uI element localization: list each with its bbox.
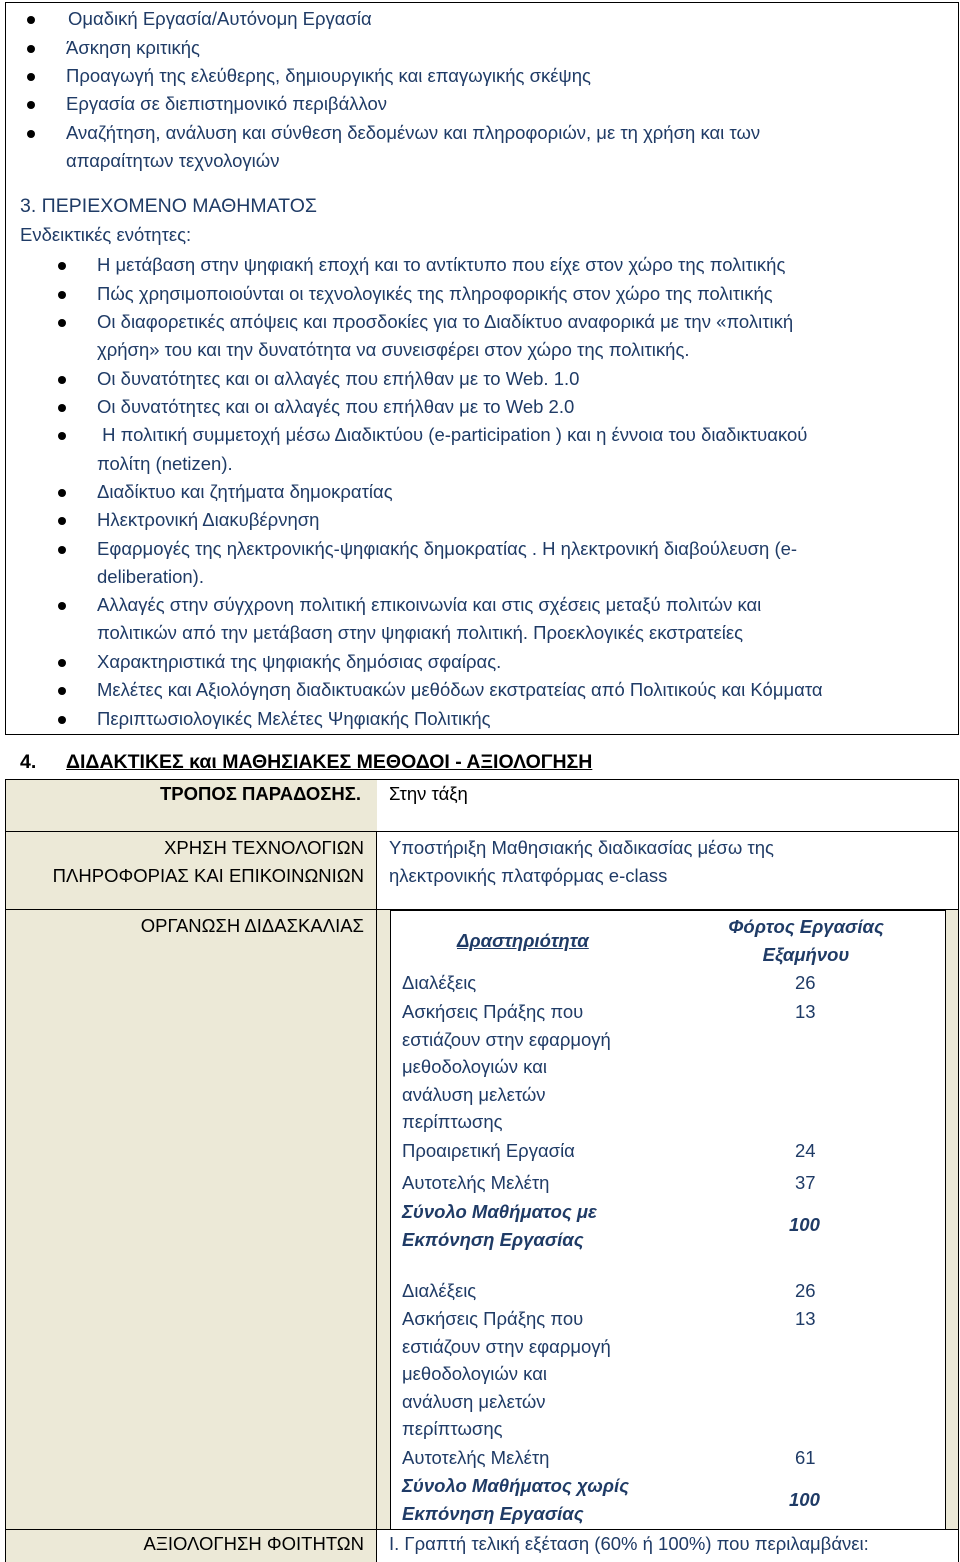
- competency-item-continued: απαραίτητων τεχνολογιών: [66, 150, 280, 171]
- workload-optional-project: 24: [795, 1140, 816, 1161]
- total-with-project-value: 100: [789, 1214, 820, 1235]
- topic-item: Χαρακτηριστικά της ψηφιακής δημόσιας σφαίρας.: [97, 651, 502, 672]
- delivery-label: ΤΡΟΠΟΣ ΠΑΡΑΔΟΣΗΣ.: [160, 783, 361, 804]
- bullet-icon: [58, 602, 66, 610]
- topic-item: Ηλεκτρονική Διακυβέρνηση: [97, 509, 320, 530]
- bullet-icon: [58, 404, 66, 412]
- topic-item: Διαδίκτυο και ζητήματα δημοκρατίας: [97, 481, 393, 502]
- org-label: ΟΡΓΑΝΩΣΗ ΔΙΔΑΣΚΑΛΙΑΣ: [140, 915, 364, 936]
- bullet-icon: [27, 45, 35, 53]
- activity-exercises: Ασκήσεις Πράξης που: [402, 1001, 584, 1022]
- bullet-icon: [58, 376, 66, 384]
- competency-item: Αναζήτηση, ανάλυση και σύνθεση δεδομένων και πληροφοριών, με τη χρήση και των: [66, 122, 761, 143]
- activity-exercises: εστιάζουν στην εφαρμογή: [402, 1336, 611, 1357]
- section-4-number: 4.: [20, 751, 37, 773]
- activity-lectures: Διαλέξεις: [402, 972, 477, 993]
- activity-exercises: ανάλυση μελετών: [402, 1084, 546, 1105]
- ict-value-line-1: Υποστήριξη Μαθησιακής διαδικασίας μέσω της: [389, 837, 774, 858]
- topic-item: Η μετάβαση στην ψηφιακή εποχή και το αντίκτυπο που είχε στον χώρο της πολιτικής: [97, 254, 786, 275]
- workload-exercises: 13: [795, 1001, 816, 1022]
- table-border: [376, 832, 377, 1562]
- bullet-icon: [58, 489, 66, 497]
- activity-self-study: Αυτοτελής Μελέτη: [402, 1172, 550, 1193]
- table-border: [5, 779, 6, 1562]
- workload-lectures: 26: [795, 972, 816, 993]
- competency-item: Άσκηση κριτικής: [66, 37, 200, 58]
- activity-optional-project: Προαιρετική Εργασία: [402, 1140, 575, 1161]
- topic-item: Πώς χρησιμοποιούνται οι τεχνολογικές της πληροφορικής στον χώρο της πολιτικής: [97, 283, 773, 304]
- activity-exercises: μεθοδολογιών και: [402, 1363, 548, 1384]
- bullet-icon: [58, 546, 66, 554]
- workload-exercises: 13: [795, 1308, 816, 1329]
- workload-self-study: 37: [795, 1172, 816, 1193]
- ict-value-line-2: ηλεκτρονικής πλατφόρμας e-class: [389, 865, 668, 886]
- activity-lectures: Διαλέξεις: [402, 1280, 477, 1301]
- topic-item: Αλλαγές στην σύγχρονη πολιτική επικοινωνία και στις σχέσεις μεταξύ πολιτών και: [97, 594, 762, 615]
- activity-exercises: μεθοδολογιών και: [402, 1056, 548, 1077]
- bullet-icon: [58, 716, 66, 724]
- topic-item-continued: πολίτη (netizen).: [97, 453, 233, 474]
- activity-exercises: Ασκήσεις Πράξης που: [402, 1308, 584, 1329]
- bullet-icon: [58, 291, 66, 299]
- bullet-icon: [27, 16, 35, 24]
- activity-exercises: εστιάζουν στην εφαρμογή: [402, 1029, 611, 1050]
- activity-column-header: Δραστηριότητα: [457, 930, 589, 951]
- topic-item-continued: πολιτικών από την μετάβαση στην ψηφιακή πολιτική. Προεκλογικές εκστρατείες: [97, 622, 744, 643]
- topic-item: Οι δυνατότητες και οι αλλαγές που επήλθαν με το Web. 1.0: [97, 368, 580, 389]
- evaluation-label: ΑΞΙΟΛΟΓΗΣΗ ΦΟΙΤΗΤΩΝ: [143, 1533, 364, 1554]
- total-without-project-1: Σύνολο Μαθήματος χωρίς: [402, 1475, 629, 1496]
- workload-border: [945, 910, 946, 1529]
- total-without-project-value: 100: [789, 1489, 820, 1510]
- activity-self-study: Αυτοτελής Μελέτη: [402, 1447, 550, 1468]
- total-with-project-1: Σύνολο Μαθήματος με: [402, 1201, 597, 1222]
- bullet-icon: [58, 319, 66, 327]
- activity-exercises: περίπτωσης: [402, 1418, 503, 1439]
- topic-item: Οι δυνατότητες και οι αλλαγές που επήλθαν με το Web 2.0: [97, 396, 575, 417]
- bullet-icon: [58, 659, 66, 667]
- section-4-heading: ΔΙΔΑΚΤΙΚΕΣ και ΜΑΘΗΣΙΑΚΕΣ ΜΕΘΟΔΟΙ - ΑΞΙΟΛΟΓΗΣΗ: [66, 751, 593, 773]
- total-without-project-2: Εκπόνηση Εργασίας: [402, 1503, 584, 1524]
- table-border: [958, 779, 959, 1562]
- ict-label-line-2: ΠΛΗΡΟΦΟΡΙΑΣ ΚΑΙ ΕΠΙΚΟΙΝΩΝΙΩΝ: [52, 865, 364, 886]
- topic-item: Εφαρμογές της ηλεκτρονικής-ψηφιακής δημοκρατίας . Η ηλεκτρονική διαβούλευση (e-: [97, 538, 798, 559]
- table-border: [5, 1529, 959, 1530]
- topic-item: Οι διαφορετικές απόψεις και προσδοκίες για το Διαδίκτυο αναφορικά με την «πολιτική: [97, 311, 794, 332]
- topic-item: Μελέτες και Αξιολόγηση διαδικτυακών μεθόδων εκστρατείας από Πολιτικούς και Κόμματα: [97, 679, 823, 700]
- table-border: [5, 779, 959, 780]
- delivery-value: Στην τάξη: [389, 783, 468, 804]
- bullet-icon: [58, 517, 66, 525]
- workload-column-header-2: Εξαμήνου: [762, 944, 850, 965]
- bullet-icon: [27, 73, 35, 81]
- topic-item: Η πολιτική συμμετοχή μέσω Διαδικτύου (e-participation ) και η έννοια του διαδικτυακού: [97, 424, 808, 445]
- section-3-subheading: Ενδεικτικές ενότητες:: [20, 224, 192, 245]
- evaluation-value: Ι. Γραπτή τελική εξέταση (60% ή 100%) που περιλαμβάνει:: [389, 1533, 869, 1554]
- workload-lectures: 26: [795, 1280, 816, 1301]
- topic-item-continued: χρήση» του και την δυνατότητα να συνεισφέρει στον χώρο της πολιτικής.: [97, 339, 690, 360]
- bullet-icon: [27, 101, 35, 109]
- topic-item-continued: deliberation).: [97, 566, 204, 587]
- bullet-icon: [58, 432, 66, 440]
- activity-exercises: ανάλυση μελετών: [402, 1391, 546, 1412]
- table-border: [5, 831, 959, 832]
- workload-border: [390, 910, 391, 1529]
- bullet-icon: [58, 687, 66, 695]
- competency-item: Προαγωγή της ελεύθερης, δημιουργικής και επαγωγικής σκέψης: [66, 65, 591, 86]
- bullet-icon: [58, 262, 66, 270]
- section-3-heading: 3. ΠΕΡΙΕΧΟΜΕΝΟ ΜΑΘΗΜΑΤΟΣ: [20, 195, 317, 217]
- workload-border: [390, 910, 946, 911]
- activity-exercises: περίπτωσης: [402, 1111, 503, 1132]
- workload-column-header-1: Φόρτος Εργασίας: [728, 916, 884, 937]
- workload-self-study: 61: [795, 1447, 816, 1468]
- topic-item: Περιπτωσιολογικές Μελέτες Ψηφιακής Πολιτικής: [97, 708, 491, 729]
- bullet-icon: [27, 130, 35, 138]
- competency-item: Ομαδική Εργασία/Αυτόνομη Εργασία: [68, 8, 372, 29]
- total-with-project-2: Εκπόνηση Εργασίας: [402, 1229, 584, 1250]
- ict-label-line-1: ΧΡΗΣΗ ΤΕΧΝΟΛΟΓΙΩΝ: [164, 837, 364, 858]
- competency-item: Εργασία σε διεπιστημονικό περιβάλλον: [66, 93, 388, 114]
